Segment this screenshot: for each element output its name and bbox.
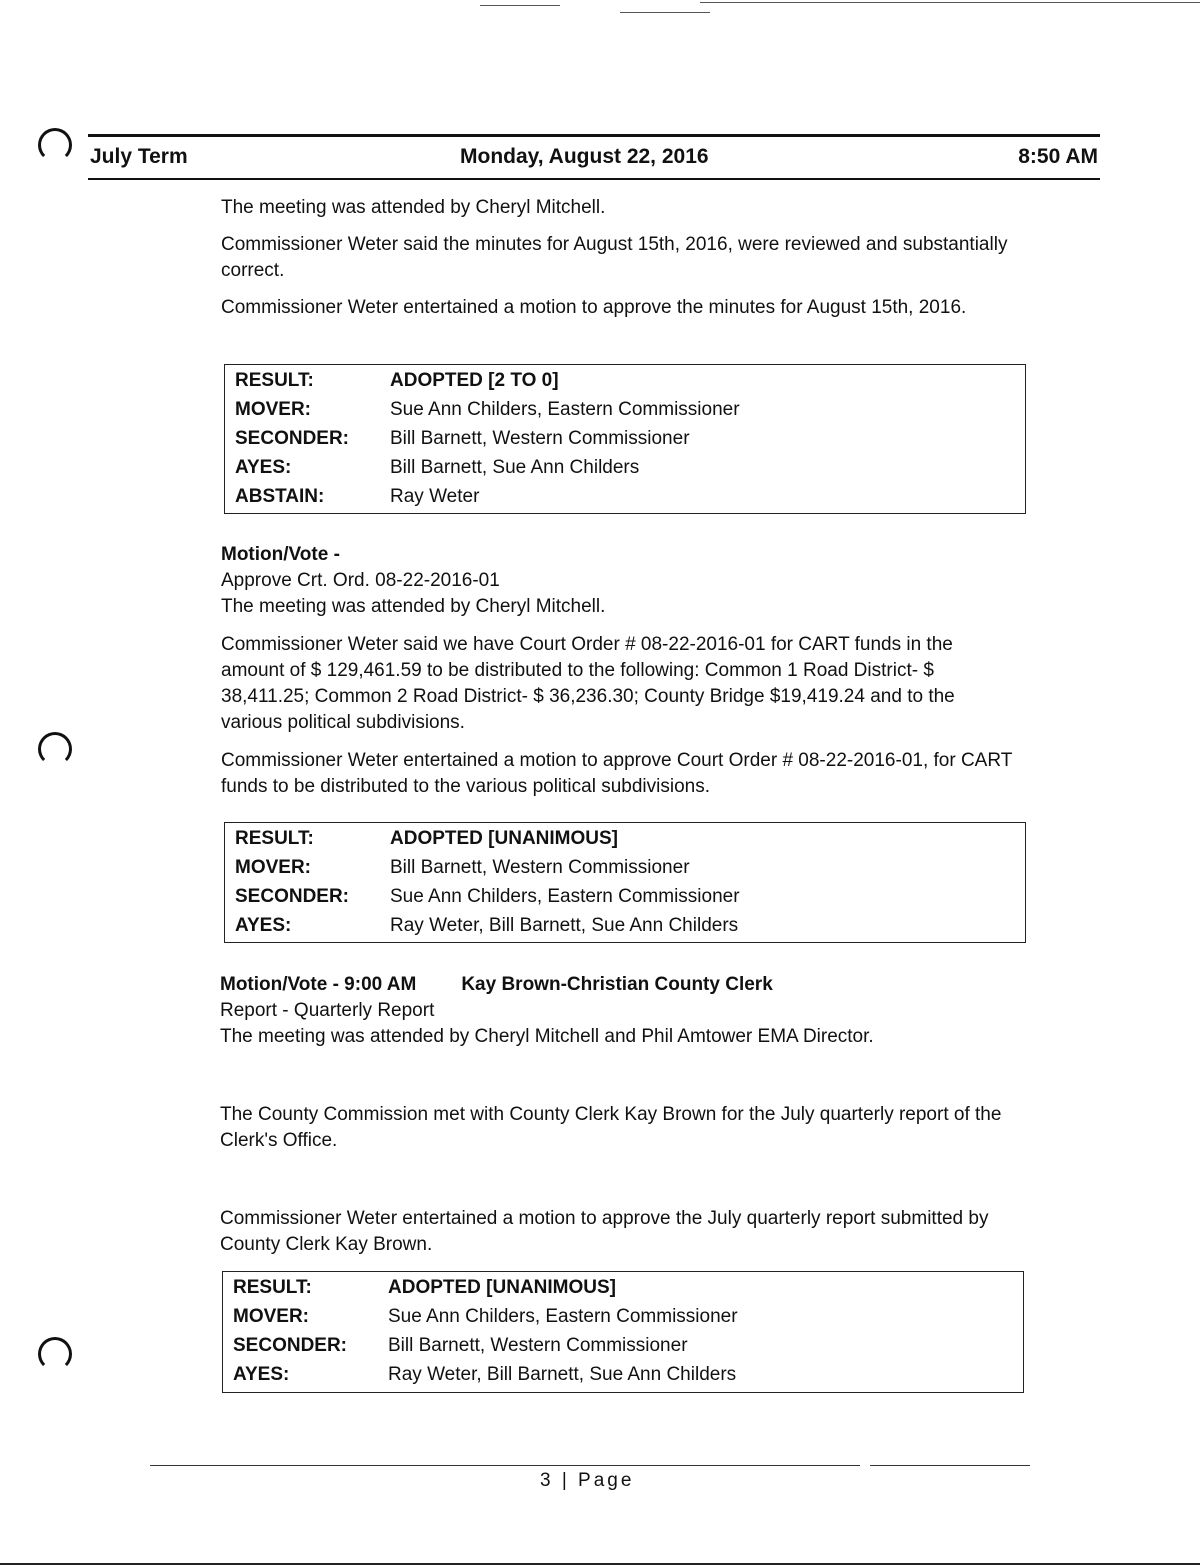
page-number: 3 | Page bbox=[540, 1470, 635, 1491]
vote-value: Sue Ann Childers, Eastern Commissioner bbox=[390, 886, 740, 907]
vote-key: SECONDER: bbox=[235, 428, 350, 449]
vote-row-result bbox=[223, 1273, 1023, 1302]
vote-row-result bbox=[225, 366, 1025, 395]
vote-key: RESULT: bbox=[233, 1277, 312, 1298]
vote-value: ADOPTED [2 TO 0] bbox=[390, 370, 559, 391]
vote-value: Sue Ann Childers, Eastern Commissioner bbox=[390, 399, 740, 420]
vote-key: AYES: bbox=[233, 1364, 290, 1385]
vote-value: Sue Ann Childers, Eastern Commissioner bbox=[388, 1306, 738, 1327]
vote-value: Bill Barnett, Sue Ann Childers bbox=[390, 457, 640, 478]
scan-mark bbox=[700, 2, 1200, 3]
binder-hole-icon bbox=[38, 128, 72, 162]
vote-row-mover bbox=[225, 853, 1025, 882]
report-line: Report - Quarterly Report bbox=[220, 1000, 435, 1021]
vote-value: Bill Barnett, Western Commissioner bbox=[388, 1335, 688, 1356]
vote-row-seconder bbox=[225, 882, 1025, 911]
section-1-text bbox=[221, 195, 1021, 321]
binder-hole-icon bbox=[38, 1337, 72, 1371]
vote-value: Ray Weter, Bill Barnett, Sue Ann Childers bbox=[388, 1364, 737, 1385]
motion-heading-time: Motion/Vote - 9:00 AM bbox=[220, 974, 417, 995]
vote-key: MOVER: bbox=[235, 857, 311, 878]
scan-mark bbox=[480, 5, 560, 6]
scan-mark bbox=[620, 12, 710, 13]
court-order-text: Commissioner Weter said we have Court Order # 08-22-2016-01 for CART funds in the amount of $ 129,461.59 to be distributed to the following: Common 1 Road District- $ 38,411.25; Common 2 Road District- $ 36,236.30; County Bridge $19,419.24 and to the various political subdivisions. bbox=[221, 634, 955, 733]
vote-table bbox=[224, 364, 1026, 514]
section-3-text bbox=[220, 972, 1020, 1258]
motion-heading bbox=[220, 972, 1020, 998]
motion-text: Commissioner Weter entertained a motion to approve the July quarterly report submitted by County Clerk Kay Brown. bbox=[220, 1208, 989, 1255]
section-2-text bbox=[221, 542, 1021, 800]
vote-value: ADOPTED [UNANIMOUS] bbox=[388, 1277, 616, 1298]
binder-hole-icon bbox=[38, 732, 72, 766]
motion-text: Commissioner Weter entertained a motion to approve Court Order # 08-22-2016-01, for CART funds to be distributed to the various political subdivisions. bbox=[221, 750, 1012, 797]
vote-row-ayes bbox=[225, 453, 1025, 482]
vote-key: SECONDER: bbox=[235, 886, 350, 907]
motion-heading-clerk: Kay Brown-Christian County Clerk bbox=[461, 974, 773, 995]
page-edge bbox=[0, 1563, 1200, 1565]
attendance-text: The meeting was attended by Cheryl Mitchell. bbox=[221, 197, 606, 218]
attendance-text: The meeting was attended by Cheryl Mitchell and Phil Amtower EMA Director. bbox=[220, 1026, 874, 1047]
vote-row-ayes bbox=[225, 911, 1025, 940]
meeting-time: 8:50 AM bbox=[1018, 145, 1098, 168]
vote-row-ayes bbox=[223, 1360, 1023, 1389]
vote-key: RESULT: bbox=[235, 828, 314, 849]
meeting-date: Monday, August 22, 2016 bbox=[460, 145, 709, 168]
order-line: Approve Crt. Ord. 08-22-2016-01 bbox=[221, 570, 500, 591]
quarterly-report-text: The County Commission met with County Clerk Kay Brown for the July quarterly report of the Clerk's Office. bbox=[220, 1104, 1002, 1151]
vote-key: SECONDER: bbox=[233, 1335, 348, 1356]
attendance-text: The meeting was attended by Cheryl Mitchell. bbox=[221, 596, 606, 617]
vote-row-mover bbox=[223, 1302, 1023, 1331]
vote-key: ABSTAIN: bbox=[235, 486, 325, 507]
page-header bbox=[88, 134, 1100, 180]
vote-value: ADOPTED [UNANIMOUS] bbox=[390, 828, 618, 849]
vote-key: MOVER: bbox=[233, 1306, 309, 1327]
vote-row-mover bbox=[225, 395, 1025, 424]
motion-text: Commissioner Weter entertained a motion to approve the minutes for August 15th, 2016. bbox=[221, 297, 967, 318]
vote-value: Bill Barnett, Western Commissioner bbox=[390, 857, 690, 878]
vote-row-abstain bbox=[225, 482, 1025, 511]
vote-value: Ray Weter bbox=[390, 486, 480, 507]
vote-key: MOVER: bbox=[235, 399, 311, 420]
vote-table bbox=[224, 822, 1026, 943]
footer-divider bbox=[870, 1465, 1030, 1466]
footer-divider bbox=[150, 1465, 860, 1466]
vote-key: AYES: bbox=[235, 457, 292, 478]
vote-key: AYES: bbox=[235, 915, 292, 936]
vote-row-result bbox=[225, 824, 1025, 853]
minutes-review-text: Commissioner Weter said the minutes for August 15th, 2016, were reviewed and substantially correct. bbox=[221, 234, 1008, 281]
vote-row-seconder bbox=[223, 1331, 1023, 1360]
vote-row-seconder bbox=[225, 424, 1025, 453]
vote-key: RESULT: bbox=[235, 370, 314, 391]
vote-value: Ray Weter, Bill Barnett, Sue Ann Childers bbox=[390, 915, 739, 936]
vote-table bbox=[222, 1271, 1024, 1393]
term-label: July Term bbox=[90, 145, 188, 168]
motion-heading: Motion/Vote - bbox=[221, 544, 340, 565]
vote-value: Bill Barnett, Western Commissioner bbox=[390, 428, 690, 449]
